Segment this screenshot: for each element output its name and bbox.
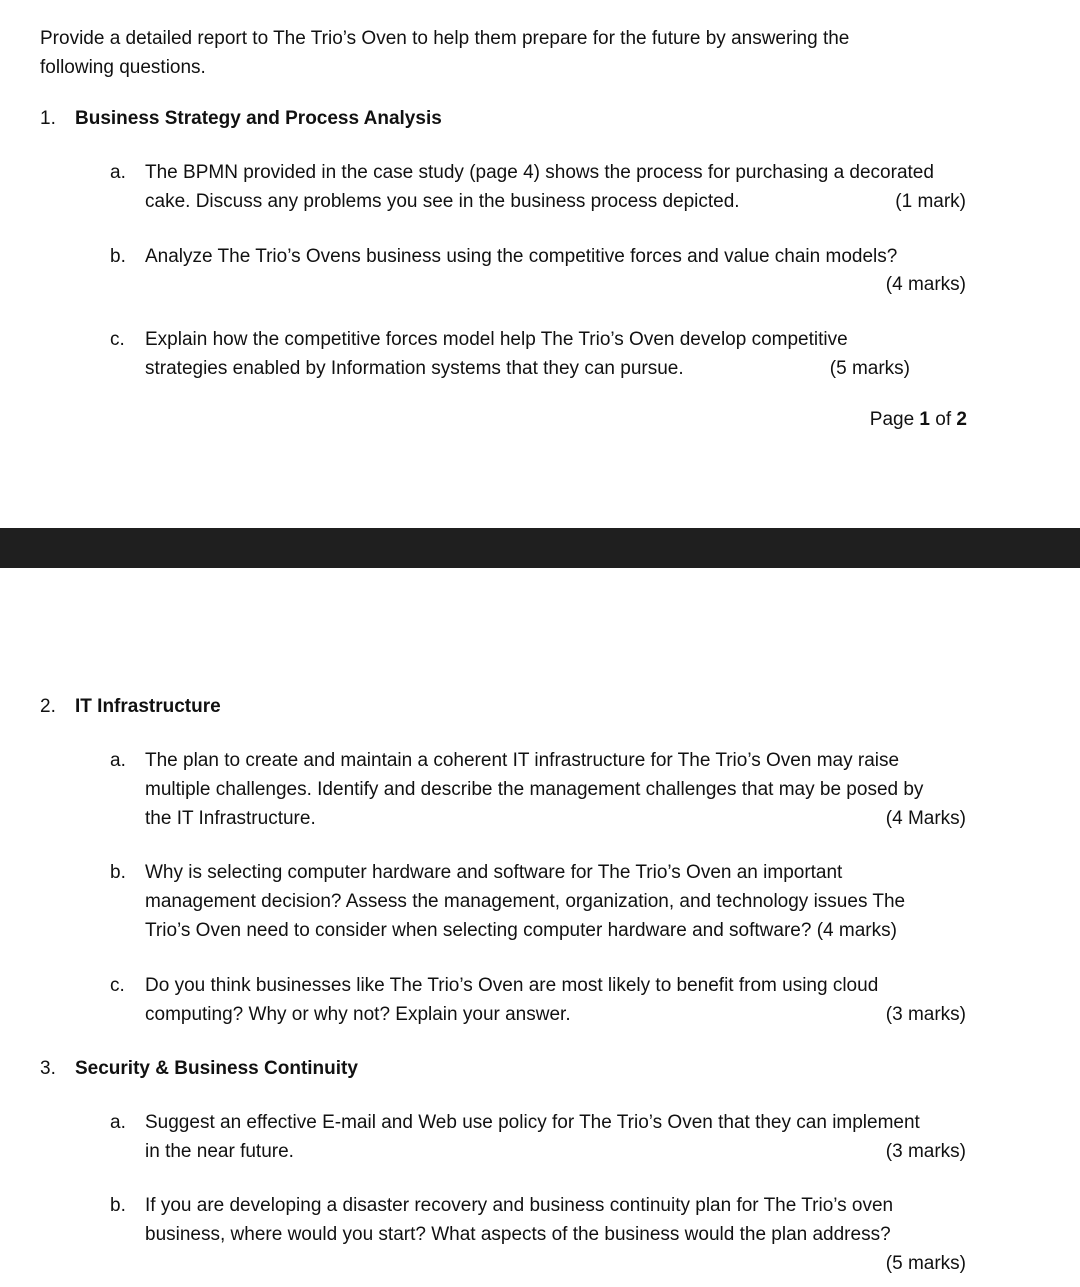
- section-title: IT Infrastructure: [75, 696, 221, 717]
- question-line: computing? Why or why not? Explain your answer.: [145, 1004, 571, 1025]
- question-text: [145, 158, 965, 216]
- marks-label: (1 mark): [895, 191, 966, 212]
- item-letter: b.: [110, 1195, 126, 1216]
- question-line: If you are developing a disaster recovery and business continuity plan for The Trio’s oven: [145, 1195, 894, 1216]
- question-line: strategies enabled by Information systems that they can pursue.: [145, 358, 684, 379]
- total-pages: 2: [956, 409, 967, 430]
- page-number: [870, 405, 967, 434]
- item-letter: a.: [110, 1112, 126, 1133]
- question-line: cake. Discuss any problems you see in the business process depicted.: [145, 191, 740, 212]
- question-line: Trio’s Oven need to consider when selecting computer hardware and software? (4 marks): [145, 920, 897, 941]
- marks-label: (4 Marks): [885, 808, 966, 829]
- question-line: Explain how the competitive forces model help The Trio’s Oven develop competitive: [145, 329, 848, 350]
- question-line: in the near future.: [145, 1141, 294, 1162]
- marks-label: (3 marks): [885, 1004, 966, 1025]
- item-letter: b.: [110, 246, 126, 267]
- question-line: Why is selecting computer hardware and software for The Trio’s Oven an important: [145, 862, 843, 883]
- item-letter: c.: [110, 329, 125, 350]
- intro-line: following questions.: [40, 57, 206, 78]
- question-text: [145, 858, 965, 945]
- page-divider: [0, 528, 1080, 568]
- item-letter: b.: [110, 862, 126, 883]
- question-text: [145, 1108, 965, 1166]
- question-line: management decision? Assess the management, organization, and technology issues The: [145, 891, 906, 912]
- question-text: [145, 1191, 965, 1249]
- intro-line: Provide a detailed report to The Trio’s Oven to help them prepare for the future by answering the: [40, 28, 850, 49]
- item-letter: a.: [110, 750, 126, 771]
- item-letter: c.: [110, 975, 125, 996]
- marks-label: (5 marks): [885, 1253, 966, 1274]
- question-text: [145, 971, 965, 1029]
- question-line: The plan to create and maintain a coherent IT infrastructure for The Trio’s Oven may raise: [145, 750, 900, 771]
- marks-label: (4 marks): [885, 274, 966, 295]
- section-title: Business Strategy and Process Analysis: [75, 108, 442, 129]
- question-text: [145, 746, 965, 833]
- question-line: Suggest an effective E-mail and Web use policy for The Trio’s Oven that they can implement: [145, 1112, 920, 1133]
- question-line: Do you think businesses like The Trio’s Oven are most likely to benefit from using cloud: [145, 975, 879, 996]
- question-line: the IT Infrastructure.: [145, 808, 316, 829]
- section-title: Security & Business Continuity: [75, 1058, 358, 1079]
- of-word: of: [935, 409, 952, 430]
- page-word: Page: [869, 409, 915, 430]
- section-number: 1.: [40, 108, 56, 129]
- item-letter: a.: [110, 162, 126, 183]
- question-line: business, where would you start? What aspects of the business would the plan address?: [145, 1224, 891, 1245]
- intro-paragraph: [40, 24, 940, 82]
- section-number: 3.: [40, 1058, 56, 1079]
- question-line: The BPMN provided in the case study (page 4) shows the process for purchasing a decorated: [145, 162, 934, 183]
- current-page: 1: [919, 409, 930, 430]
- marks-label: (5 marks): [829, 358, 910, 379]
- question-text: [145, 242, 965, 271]
- section-number: 2.: [40, 696, 56, 717]
- marks-label: (3 marks): [885, 1141, 966, 1162]
- question-line: multiple challenges. Identify and describe the management challenges that may be posed by: [145, 779, 924, 800]
- question-line: Analyze The Trio’s Ovens business using the competitive forces and value chain models?: [145, 246, 898, 267]
